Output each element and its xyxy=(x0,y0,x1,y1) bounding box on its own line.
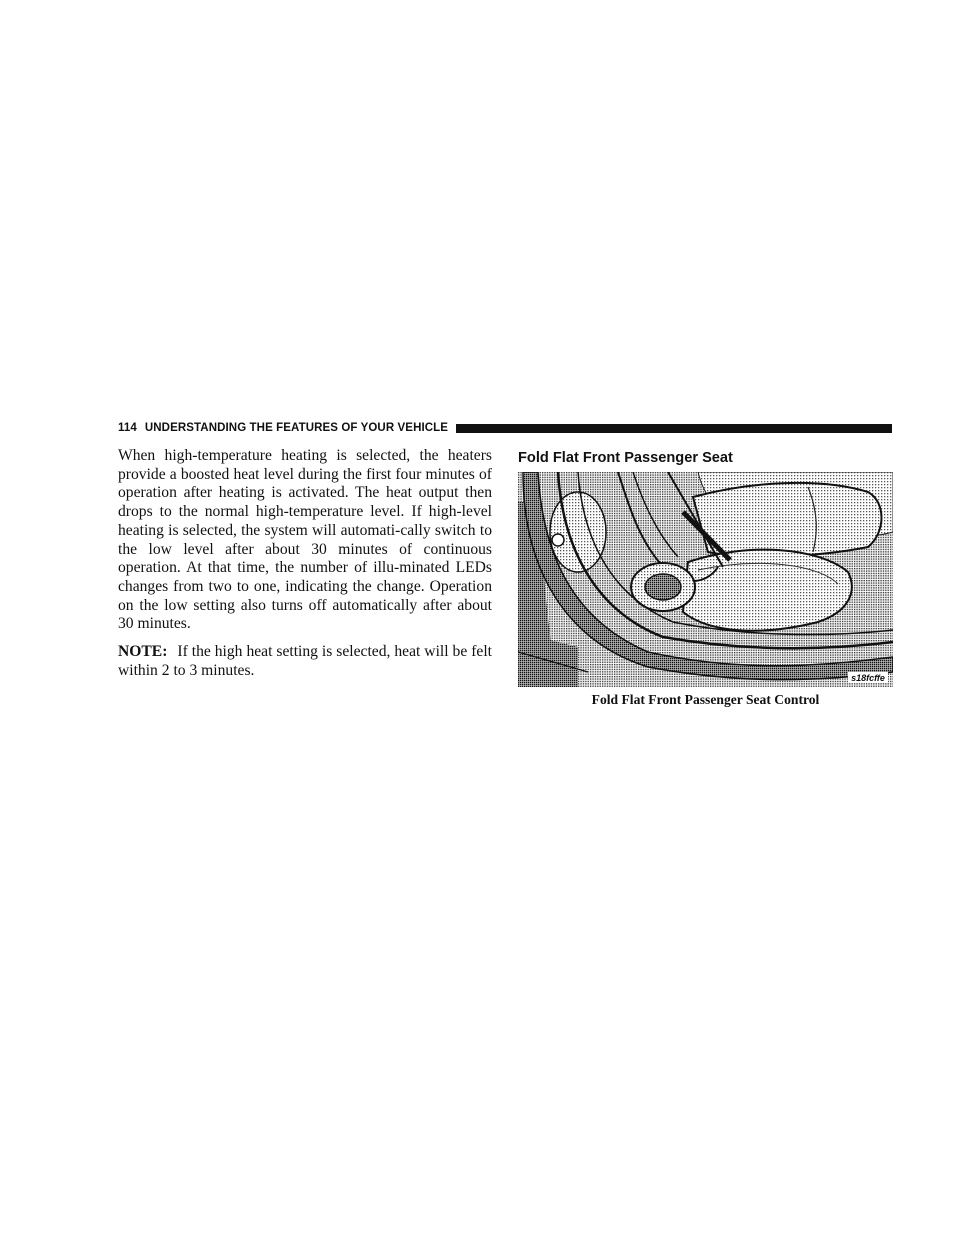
seat-control-illustration xyxy=(518,472,893,687)
page-number: 114 xyxy=(118,422,137,434)
note-text: If the high heat setting is selected, heat will be felt within 2 to 3 minutes. xyxy=(118,643,492,679)
note-label: NOTE: xyxy=(118,643,168,661)
figure-code: s18fcffe xyxy=(851,673,885,683)
section-title: Fold Flat Front Passenger Seat xyxy=(518,450,733,466)
right-column xyxy=(518,447,893,468)
figure-caption: Fold Flat Front Passenger Seat Control xyxy=(591,692,820,707)
header-rule xyxy=(456,424,892,433)
header-text xyxy=(118,422,448,434)
body-paragraph: When high-temperature heating is selected, the heaters provide a boosted heat level during the first four minutes of operation after heating is activated. The heat output then drops to the normal high-temperature level. If high-level heating is selected, the system will automati-cally switch to the low level after about 30 minutes of continuous operation. At that time, the number of illu-minated LEDs changes from two to one, indicating the change. Operation on the low setting also turns off automatically after about 30 minutes. xyxy=(118,447,492,633)
header-section-title: UNDERSTANDING THE FEATURES OF YOUR VEHICLE xyxy=(144,422,449,434)
running-header xyxy=(118,420,892,436)
left-column xyxy=(118,447,492,689)
seat-illustration-svg xyxy=(518,472,893,687)
note-paragraph xyxy=(118,643,492,680)
